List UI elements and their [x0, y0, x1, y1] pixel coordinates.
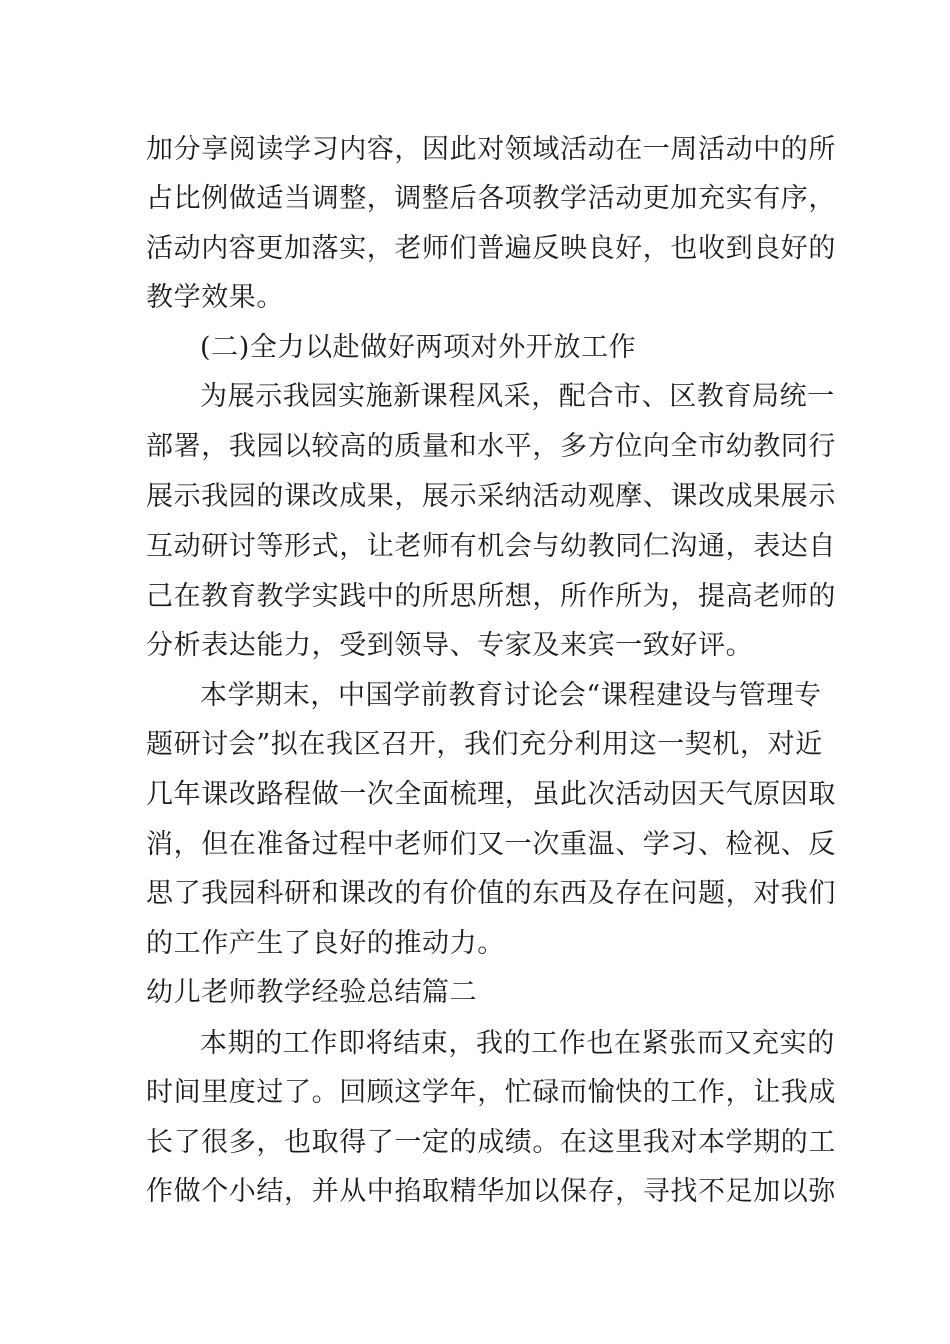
text-line: 占比例做适当调整，调整后各项教学活动更加充实有序， [146, 183, 836, 214]
text-line: 活动内容更加落实，老师们普遍反映良好，也收到良好的 [146, 233, 836, 264]
text-line: 几年课改路程做一次全面梳理，虽此次活动因天气原因取 [146, 779, 836, 810]
text-line: 时间里度过了。回顾这学年，忙碌而愉快的工作，让我成 [146, 1077, 836, 1108]
text-line: 的工作产生了良好的推动力。 [146, 928, 505, 959]
text-line: 题研讨会”拟在我区召开，我们充分利用这一契机，对近 [146, 729, 823, 760]
text-line: 互动研讨等形式，让老师有机会与幼教同仁沟通，表达自 [146, 531, 836, 562]
section-heading: (二)全力以赴做好两项对外开放工作 [200, 332, 637, 363]
text-line: 分析表达能力，受到领导、专家及来宾一致好评。 [146, 630, 754, 661]
text-line: 本期的工作即将结束，我的工作也在紧张而又充实的 [200, 1028, 835, 1059]
text-line: 长了很多，也取得了一定的成绩。在这里我对本学期的工 [146, 1127, 836, 1158]
text-line: 消，但在准备过程中老师们又一次重温、学习、检视、反 [146, 829, 836, 860]
text-line: 展示我园的课改成果，展示采纳活动观摩、课改成果展示 [146, 481, 836, 512]
text-line: 作做个小结，并从中掐取精华加以保存，寻找不足加以弥 [146, 1176, 836, 1207]
text-line: 思了我园科研和课改的有价值的东西及存在问题，对我们 [146, 878, 836, 909]
chapter-title: 幼儿老师教学经验总结篇二 [146, 977, 478, 1008]
text-line: 己在教育教学实践中的所思所想，所作所为，提高老师的 [146, 581, 836, 612]
text-line: 部署，我园以较高的质量和水平，多方位向全市幼教同行 [146, 431, 836, 462]
text-line: 为展示我园实施新课程风采，配合市、区教育局统一 [200, 381, 835, 412]
text-line: 加分享阅读学习内容，因此对领域活动在一周活动中的所 [146, 134, 836, 165]
text-line: 教学效果。 [146, 282, 284, 313]
text-line: 本学期末，中国学前教育讨论会“课程建设与管理专 [200, 680, 822, 711]
